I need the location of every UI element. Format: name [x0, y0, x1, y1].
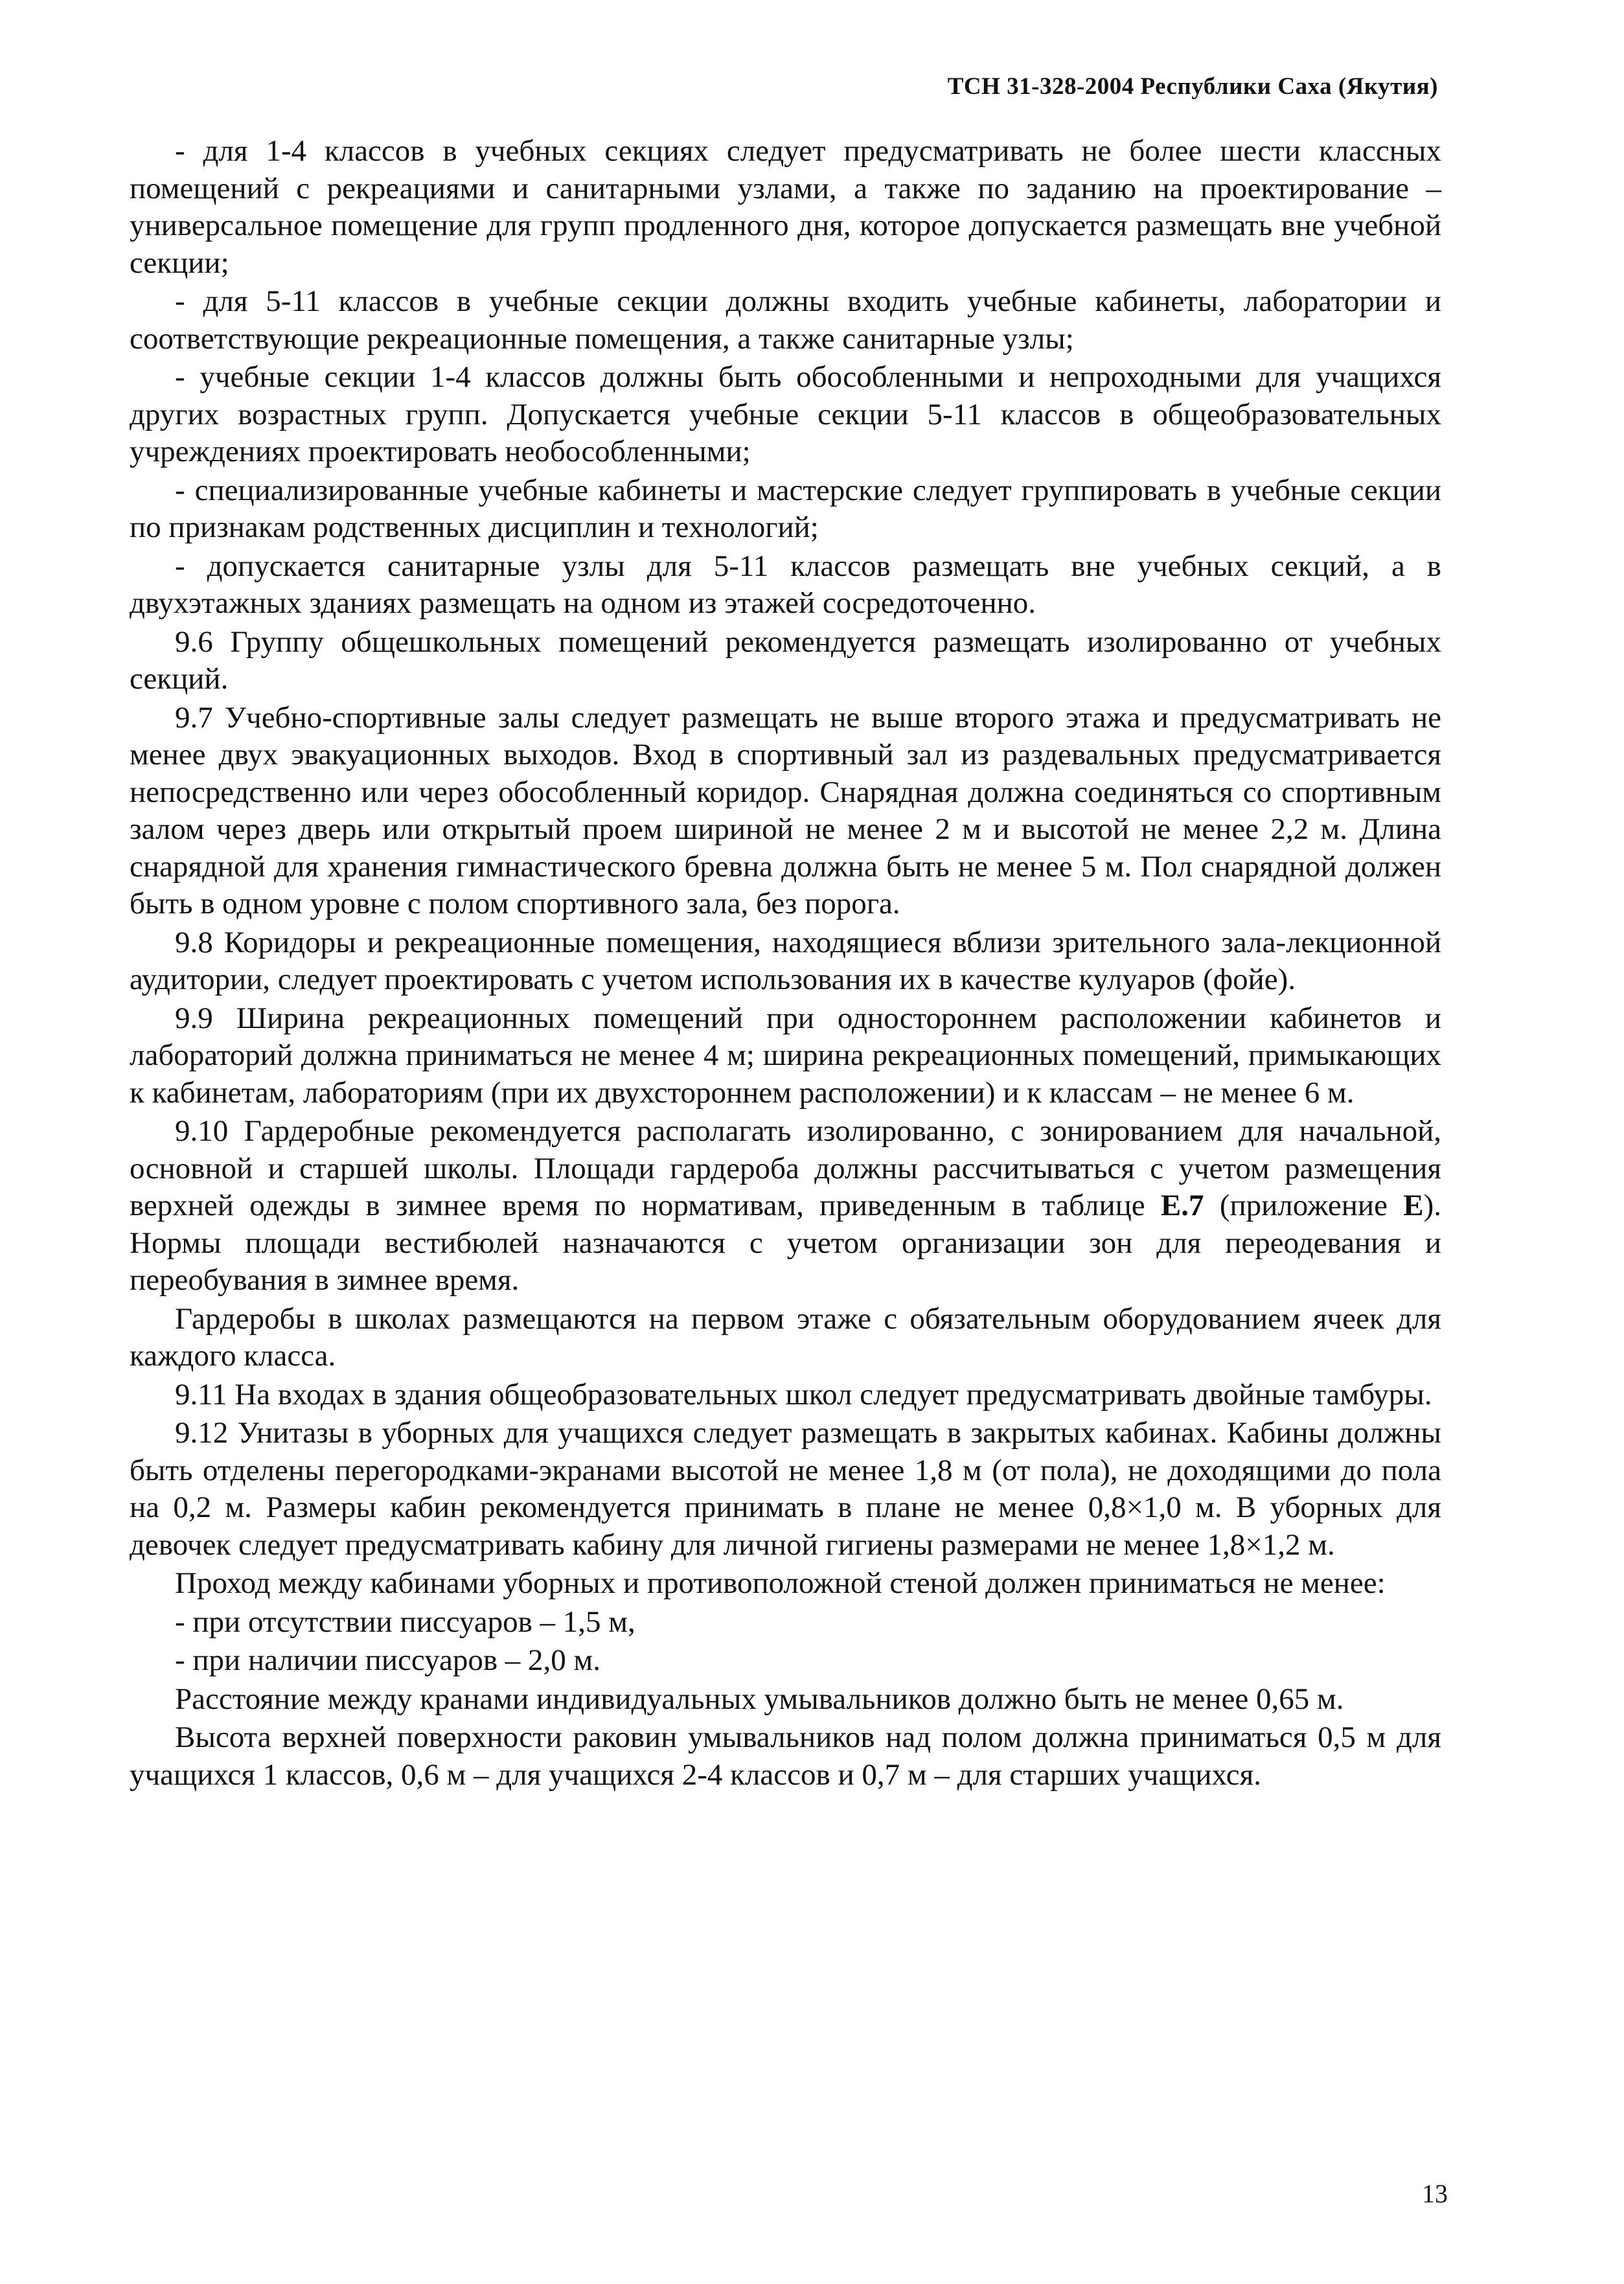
clause-9-10-text-end: ). Нормы площади вестибюлей назначаются с учетом организации зон для переодевания и переобувания в зимнее время. [130, 1189, 1441, 1297]
list-item-grades-1-4: - для 1-4 классов в учебных секциях следует предусматривать не более шести классных помещений с рекреациями и санитарными узлами, а также по заданию на проектирование – универсальное помещение для групп продленного дня, которое допускается размещать вне учебной секции; [130, 134, 1441, 280]
list-item-sanitary-units: - допускается санитарные узлы для 5-11 классов размещать вне учебных секций, а в двухэтажных зданиях размещать на одном из этажей сосредоточенно. [130, 549, 1441, 620]
list-item-specialized-rooms: - специализированные учебные кабинеты и мастерские следует группировать в учебные секции по признакам родственных дисциплин и технологий; [130, 473, 1441, 544]
clause-9-10-text-middle: (приложение [1204, 1189, 1404, 1222]
clause-9-10 [130, 1113, 1441, 1299]
clause-9-8: 9.8 Коридоры и рекреационные помещения, находящиеся вблизи зрительного зала-лекционной аудитории, следует проектировать с учетом использования их в качестве кулуаров (фойе). [130, 925, 1441, 996]
page-number: 13 [1422, 2179, 1448, 2208]
table-reference: Е.7 [1160, 1189, 1204, 1222]
clause-9-7: 9.7 Учебно-спортивные залы следует размещать не выше второго этажа и предусматривать не менее двух эвакуационных выходов. Вход в спортивный зал из раздевальных предусматривается непосредственно или через обособленный коридор. Снарядная должна соединяться со спортивным залом через дверь или открытый проем шириной не менее 2 м и высотой не менее 2,2 м. Длина снарядной для хранения гимнастического бревна должна быть не менее 5 м. Пол снарядной должен быть в одном уровне с полом спортивного зала, без порога. [130, 700, 1441, 920]
washbasin-spacing-paragraph: Расстояние между кранами индивидуальных умывальников должно быть не менее 0,65 м. [175, 1682, 1344, 1716]
clause-9-12: 9.12 Унитазы в уборных для учащихся следует размещать в закрытых кабинах. Кабины должны быть отделены перегородками-экранами высотой не менее 1,8 м (от пола), не доходящими до пола на 0,2 м. Размеры кабин рекомендуется принимать в плане не менее 0,8×1,0 м. В уборных для девочек следует предусматривать кабину для личной гигиены размерами не менее 1,8×1,2 м. [130, 1416, 1441, 1562]
list-item-isolated-sections: - учебные секции 1-4 классов должны быть обособленными и непроходными для учащихся других возрастных групп. Допускается учебные секции 5-11 классов в общеобразовательных учреждениях проектировать необособленными; [130, 360, 1441, 468]
washbasin-height-paragraph: Высота верхней поверхности раковин умывальников над полом должна приниматься 0,5 м для учащихся 1 классов, 0,6 м – для учащихся 2-4 классов и 0,7 м – для старших учащихся. [130, 1720, 1441, 1792]
passage-width-paragraph: Проход между кабинами уборных и противоположной стеной должен приниматься не менее: [175, 1566, 1386, 1600]
clause-9-10-text-start: 9.10 Гардеробные рекомендуется располагать изолированно, с зонированием для начальной, основной и старшей школы. Площади гардероба должны рассчитываться с учетом размещения верхней одежды в зимнее время по нормативам, приведенным в таблице [130, 1114, 1441, 1222]
document-body [130, 133, 1441, 1795]
document-header: ТСН 31-328-2004 Республики Саха (Якутия) [947, 73, 1438, 100]
list-item-no-urinals: - при отсутствии писсуаров – 1,5 м, [175, 1605, 635, 1639]
clause-9-11: 9.11 На входах в здания общеобразовательных школ следует предусматривать двойные тамбуры. [175, 1377, 1432, 1411]
appendix-reference: Е [1403, 1189, 1424, 1222]
clause-9-6: 9.6 Группу общешкольных помещений рекомендуется размещать изолированно от учебных секций. [130, 624, 1441, 696]
list-item-grades-5-11: - для 5-11 классов в учебные секции должны входить учебные кабинеты, лаборатории и соответствующие рекреационные помещения, а также санитарные узлы; [130, 284, 1441, 356]
list-item-with-urinals: - при наличии писсуаров – 2,0 м. [175, 1643, 601, 1677]
clause-9-9: 9.9 Ширина рекреационных помещений при одностороннем расположении кабинетов и лабораторий должна приниматься не менее 4 м; ширина рекреационных помещений, примыкающих к кабинетам, лабораториям (при их двухстороннем расположении) и к классам – не менее 6 м. [130, 1001, 1441, 1110]
wardrobe-placement-paragraph: Гардеробы в школах размещаются на первом этаже с обязательным оборудованием ячеек для каждого класса. [130, 1301, 1441, 1373]
